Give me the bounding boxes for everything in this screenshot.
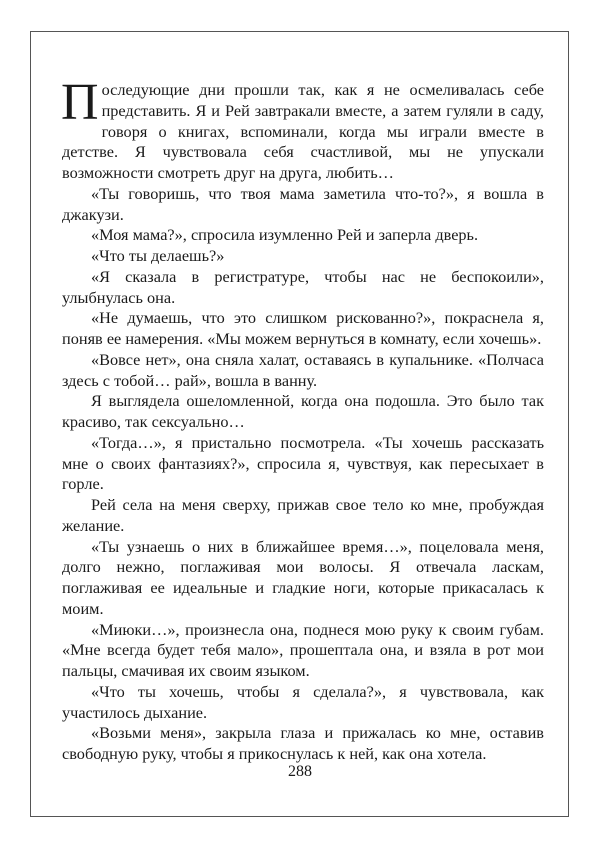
paragraph: «Я сказала в регистратуре, чтобы нас не беспокоили», улыбнулась она. (62, 266, 544, 307)
paragraph: «Тогда…», я пристально посмотрела. «Ты хочешь рассказать мне о своих фантазиях?», спросила я, чувствуя, как пересыхает в горле. (62, 432, 544, 494)
paragraph (61, 74, 544, 184)
paragraph: «Вовсе нет», она сняла халат, оставаясь в купальнике. «Полчаса здесь с тобой… рай», вошла в ванну. (62, 349, 544, 390)
paragraph: «Ты узнаешь о них в ближайшее время…», поцеловала меня, долго нежно, поглаживая мои волосы. Я отвечала ласкам, поглаживая ее идеальные и гладкие ноги, которые прикасалась к моим. (62, 536, 544, 618)
drop-cap: П (61, 74, 99, 131)
paragraph: «Ты говоришь, что твоя мама заметила что-то?», я вошла в джакузи. (62, 183, 544, 224)
paragraph: Я выглядела ошеломленной, когда она подошла. Это было так красиво, так сексуально… (62, 391, 544, 431)
paragraph: Рей села на меня сверху, прижав свое тело ко мне, пробуждая желание. (62, 495, 544, 535)
page-number: 288 (288, 763, 312, 780)
paragraph: «Миюки…», произнесла она, поднеся мою руку к своим губам. «Мне всегда будет тебя мало», прошептала она, и взяла в рот мои пальцы, смачивая их своим языком. (62, 619, 544, 680)
paragraph: «Моя мама?», спросила изумленно Рей и заперла дверь. (91, 225, 479, 245)
body-text (61, 74, 544, 765)
paragraph: «Что ты хочешь, чтобы я сделала?», я чувствовала, как участилось дыхание. (62, 681, 544, 722)
paragraph: «Не думаешь, что это слишком рискованно?», покраснела я, поняв ее намерения. «Мы можем вернуться в комнату, если хочешь». (62, 308, 544, 348)
paragraph: «Что ты делаешь?» (91, 246, 225, 265)
paragraph: «Возьми меня», закрыла глаза и прижалась ко мне, оставив свободную руку, чтобы я прикоснулась к ней, как она хотела. (62, 723, 544, 763)
paragraph-text: оследующие дни прошли так, как я не осмеливалась себе представить. Я и Рей завтракали вместе, а затем гуляли в саду, говоря о книгах, вспоминали, когда мы играли вместе в детстве. Я чувствовала себя счастливой, мы не упускали возможности смотреть друг на друга, любить… (62, 80, 544, 182)
